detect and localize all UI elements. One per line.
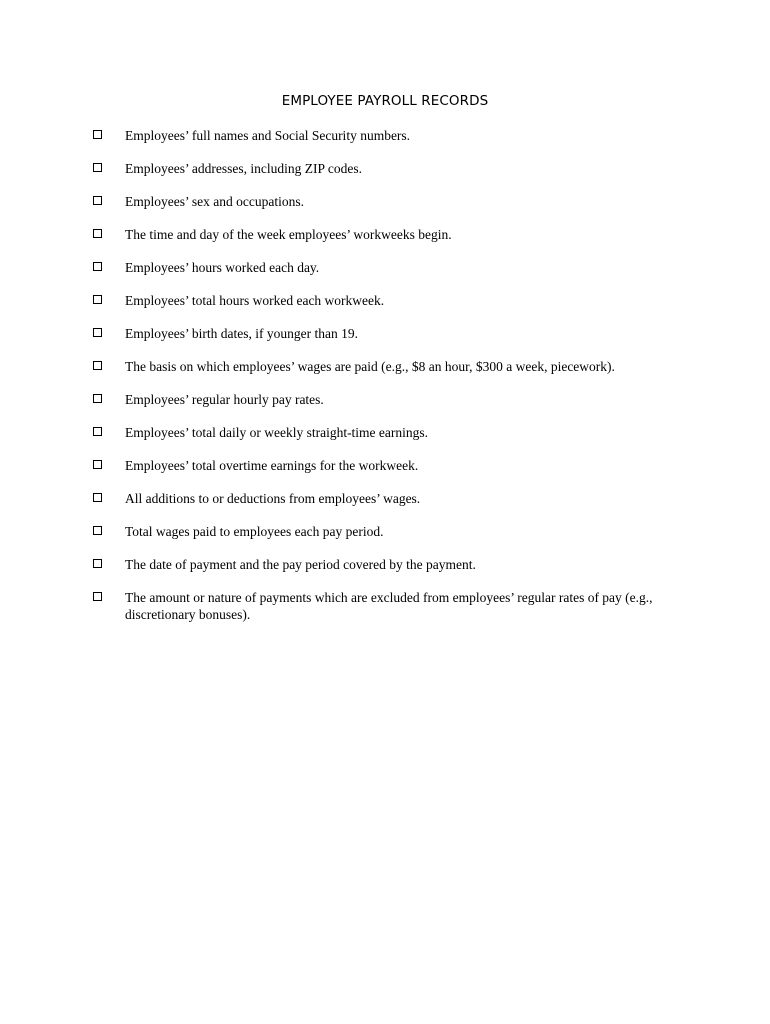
checklist-item bbox=[90, 226, 690, 259]
checklist-item bbox=[90, 160, 690, 193]
checklist-item bbox=[90, 127, 690, 160]
checklist-item-label: Total wages paid to employees each pay period. bbox=[125, 524, 384, 539]
checklist-item bbox=[90, 556, 690, 589]
checklist-item bbox=[90, 193, 690, 226]
checkbox-icon[interactable] bbox=[93, 493, 102, 502]
checklist-item-label: Employees’ sex and occupations. bbox=[125, 194, 304, 209]
payroll-checklist bbox=[90, 127, 690, 623]
checklist-item bbox=[90, 358, 690, 391]
page-title: EMPLOYEE PAYROLL RECORDS bbox=[281, 93, 489, 109]
checklist-item bbox=[90, 292, 690, 325]
checklist-item-label: The time and day of the week employees’ workweeks begin. bbox=[125, 227, 452, 242]
checklist-item bbox=[90, 523, 690, 556]
checklist-item bbox=[90, 391, 690, 424]
checkbox-icon[interactable] bbox=[93, 229, 102, 238]
checklist-item-label: Employees’ total overtime earnings for the workweek. bbox=[125, 458, 419, 473]
checkbox-icon[interactable] bbox=[93, 427, 102, 436]
checkbox-icon[interactable] bbox=[93, 592, 102, 601]
checkbox-icon[interactable] bbox=[93, 460, 102, 469]
checklist-item-label: All additions to or deductions from employees’ wages. bbox=[125, 491, 421, 506]
checkbox-icon[interactable] bbox=[93, 394, 102, 403]
checklist-item bbox=[90, 325, 690, 358]
checklist-item-label: Employees’ birth dates, if younger than 19. bbox=[125, 326, 358, 341]
checklist-item-label: Employees’ regular hourly pay rates. bbox=[125, 392, 324, 407]
checklist-item bbox=[90, 589, 690, 623]
checklist-item-label: Employees’ hours worked each day. bbox=[125, 260, 320, 275]
checklist-item bbox=[90, 259, 690, 292]
checkbox-icon[interactable] bbox=[93, 526, 102, 535]
checklist-item-label: Employees’ total daily or weekly straight-time earnings. bbox=[125, 425, 429, 440]
checkbox-icon[interactable] bbox=[93, 196, 102, 205]
checklist-item-label: The date of payment and the pay period covered by the payment. bbox=[125, 557, 476, 572]
checkbox-icon[interactable] bbox=[93, 163, 102, 172]
checkbox-icon[interactable] bbox=[93, 328, 102, 337]
checkbox-icon[interactable] bbox=[93, 130, 102, 139]
checklist-item bbox=[90, 490, 690, 523]
checklist-item bbox=[90, 457, 690, 490]
checklist-item-label: Employees’ addresses, including ZIP codes. bbox=[125, 161, 362, 176]
checkbox-icon[interactable] bbox=[93, 262, 102, 271]
checklist-item-label: The basis on which employees’ wages are paid (e.g., $8 an hour, $300 a week, piecework). bbox=[125, 359, 615, 374]
checkbox-icon[interactable] bbox=[93, 361, 102, 370]
checklist-item-label: Employees’ full names and Social Security numbers. bbox=[125, 128, 411, 143]
checklist-item bbox=[90, 424, 690, 457]
checkbox-icon[interactable] bbox=[93, 295, 102, 304]
checklist-item-label: The amount or nature of payments which are excluded from employees’ regular rates of pay (e.g., discretionary bonuses). bbox=[125, 590, 653, 622]
checkbox-icon[interactable] bbox=[93, 559, 102, 568]
checklist-item-label: Employees’ total hours worked each workweek. bbox=[125, 293, 385, 308]
